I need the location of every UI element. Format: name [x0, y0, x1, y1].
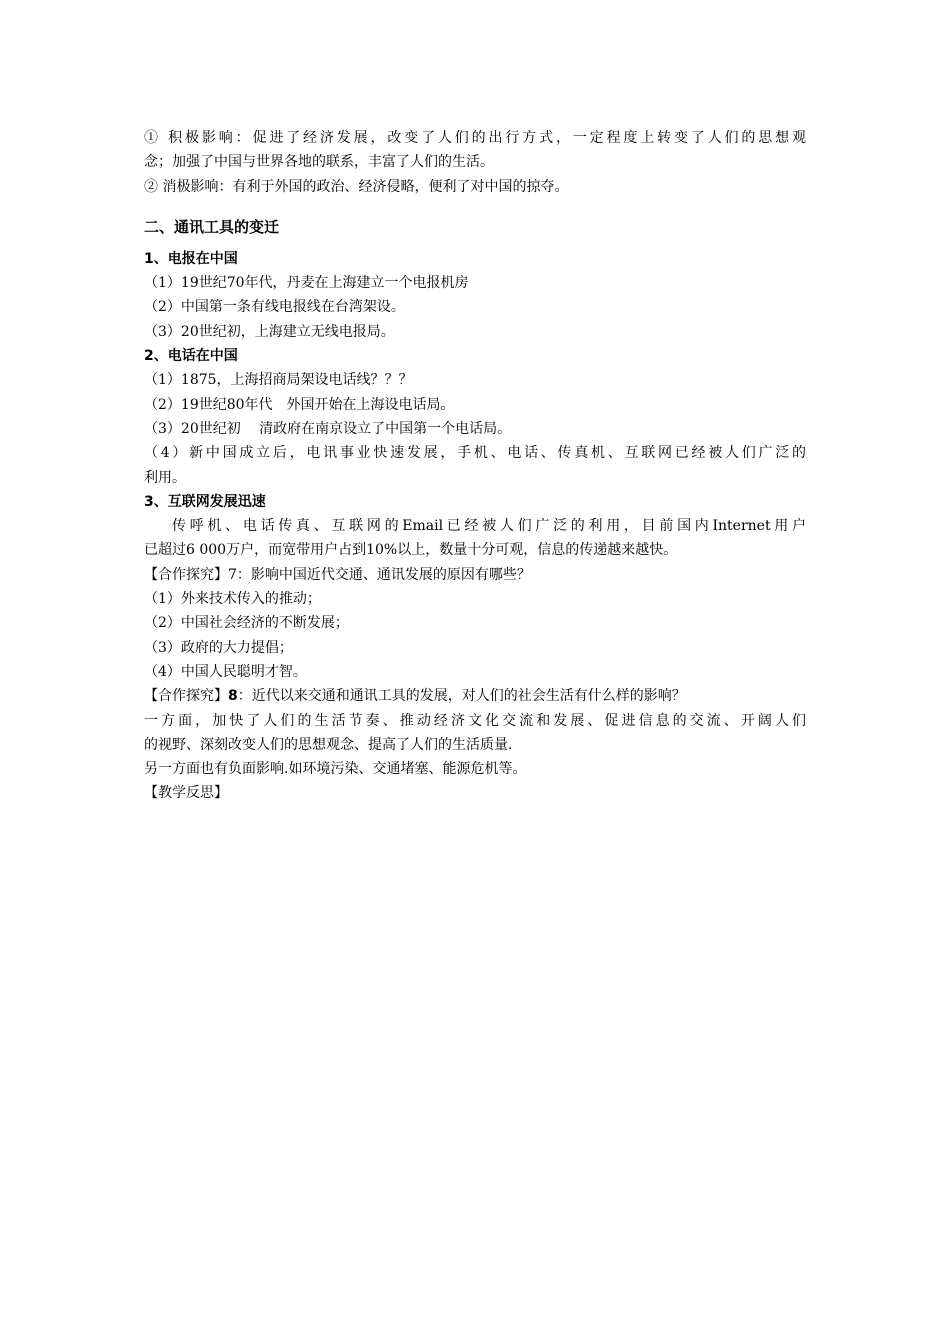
inquiry-8-answer-line-2: 的视野、深刻改变人们的思想观念、提高了人们的生活质量. — [144, 736, 513, 753]
telephone-item-4-cont: 利用。 — [144, 469, 186, 486]
inquiry-7-question: 7：影响中国近代交通、通讯发展的原因有哪些？ — [228, 566, 531, 583]
telegraph-item-3: （3）20世纪初，上海建立无线电报局。 — [144, 323, 395, 340]
inquiry-7-prefix: 【合作探究】 — [144, 566, 228, 583]
telephone-item-3: （3）20世纪初 清政府在南京设立了中国第一个电话局。 — [144, 420, 512, 437]
telephone-item-1: （1）1875，上海招商局架设电话线？？？ — [144, 372, 413, 389]
inquiry-7-answer-2: （2）中国社会经济的不断发展； — [144, 615, 349, 632]
inquiry-7 — [144, 563, 806, 587]
telegraph-heading: 1、电报在中国 — [144, 250, 238, 267]
teaching-reflection: 【教学反思】 — [144, 785, 228, 802]
telegraph-item-1: （1）19世纪70年代，丹麦在上海建立一个电报机房 — [144, 275, 469, 292]
inquiry-8-answer-line-3: 另一方面也有负面影响.如环境污染、交通堵塞、能源危机等。 — [144, 761, 527, 778]
inquiry-8-number: 8 — [228, 688, 238, 705]
inquiry-8-question: ：近代以来交通和通讯工具的发展，对人们的社会生活有什么样的影响？ — [237, 688, 686, 705]
telephone-item-2: （2）19世纪80年代 外国开始在上海设电话局。 — [144, 396, 455, 413]
internet-paragraph-line-2: 已超过6 000万户，而宽带用户占到10%以上，数量十分可观，信息的传递越来越快。 — [144, 542, 678, 559]
positive-impact-line-2: 念；加强了中国与世界各地的联系，丰富了人们的生活。 — [144, 154, 494, 171]
negative-impact: ② 消极影响：有利于外国的政治、经济侵略，便利了对中国的掠夺。 — [144, 178, 569, 195]
inquiry-8-prefix: 【合作探究】 — [144, 688, 228, 705]
inquiry-8 — [144, 684, 806, 708]
inquiry-7-answer-1: （1）外来技术传入的推动； — [144, 591, 321, 608]
telephone-item-4: （4）新中国成立后，电讯事业快速发展，手机、电话、传真机、互联网已经被人们广泛的 — [144, 445, 806, 462]
section-title: 二、通讯工具的变迁 — [144, 217, 280, 236]
inquiry-8-answer-line-1: 一方面，加快了人们的生活节奏、推动经济文化交流和发展、促进信息的交流、开阔人们 — [144, 712, 806, 729]
internet-heading: 3、互联网发展迅速 — [144, 493, 266, 510]
telephone-heading: 2、电话在中国 — [144, 348, 238, 365]
document-page — [144, 126, 806, 806]
positive-impact-line-1: ① 积极影响：促进了经济发展，改变了人们的出行方式，一定程度上转变了人们的思想观 — [144, 130, 806, 146]
inquiry-7-answer-4: （4）中国人民聪明才智。 — [144, 663, 307, 680]
internet-paragraph-line-1: 传呼机、电话传真、互联网的Email已经被人们广泛的利用，目前国内Internet用户 — [172, 518, 806, 535]
inquiry-7-answer-3: （3）政府的大力提倡； — [144, 639, 293, 656]
telegraph-item-2: （2）中国第一条有线电报线在台湾架设。 — [144, 299, 405, 316]
